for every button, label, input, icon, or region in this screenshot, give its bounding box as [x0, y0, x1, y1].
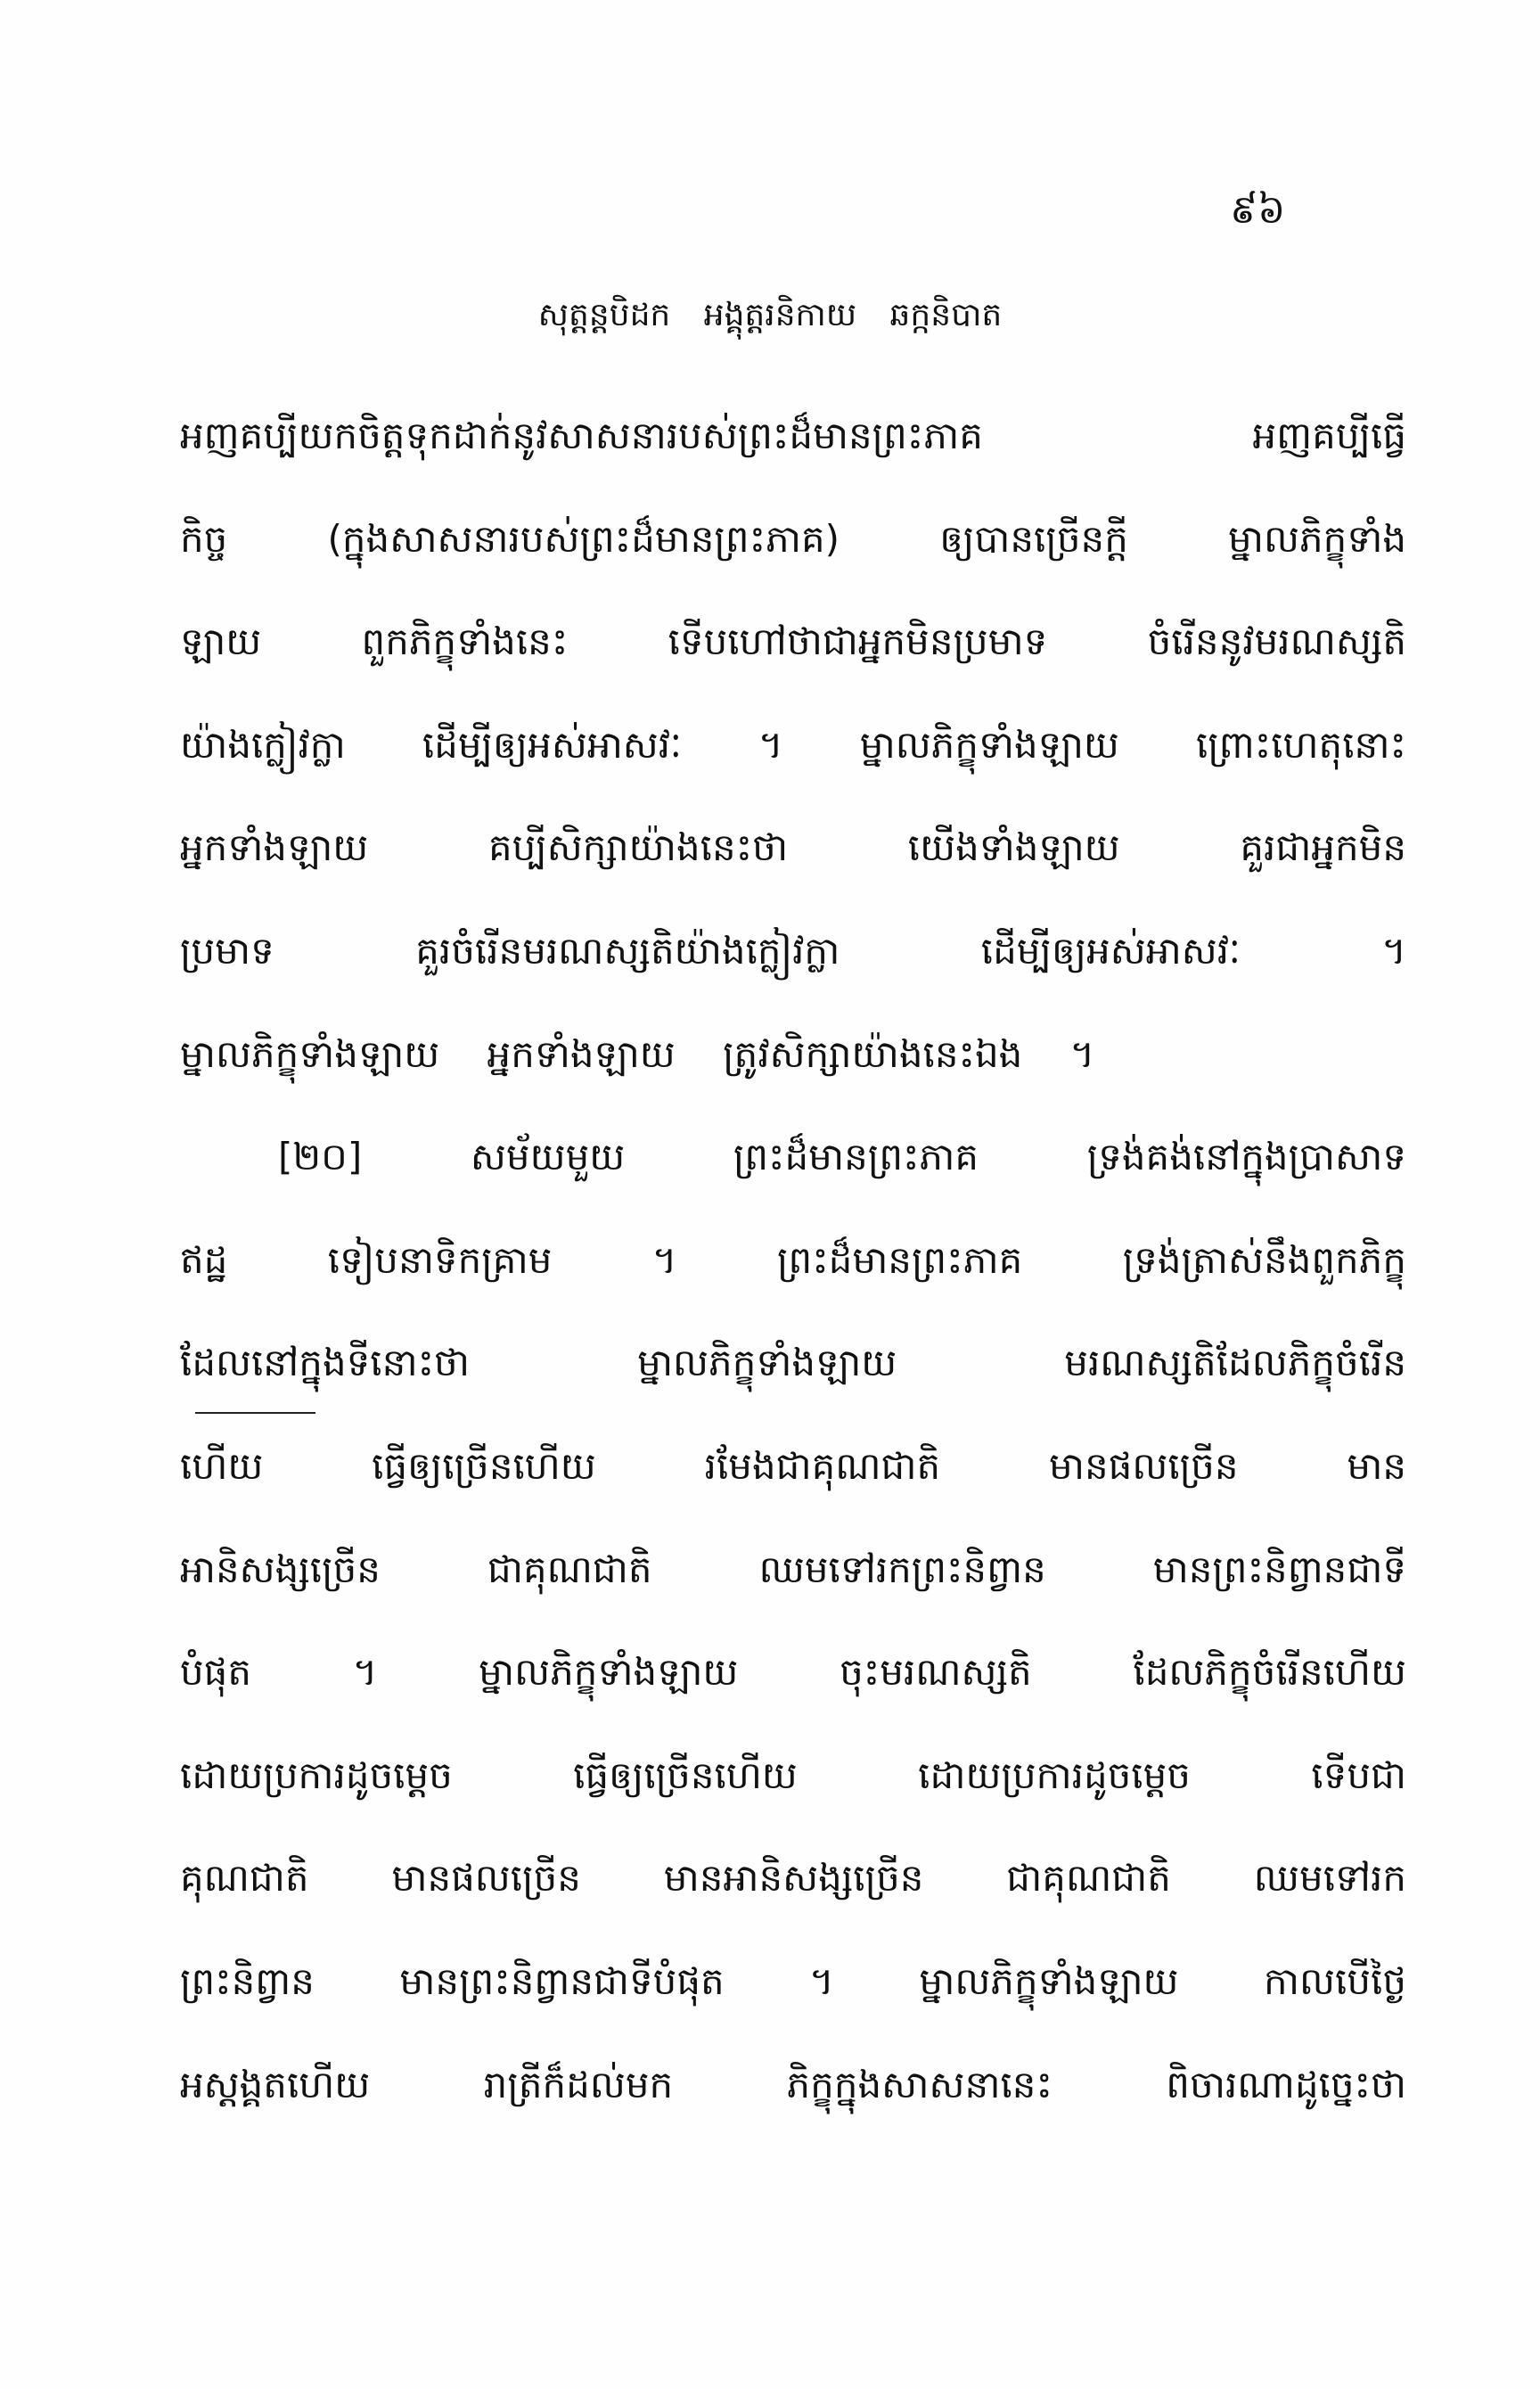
running-header: សុត្តន្តបិដក អង្គុត្តរនិកាយ ឆក្កនិបាត: [537, 297, 1003, 333]
paragraph: [180, 384, 1406, 1105]
text-line: ឡាយ ពួកភិក្ខុទាំងនេះ ទើបហៅថាជាអ្នកមិនប្រមាទ ចំរើននូវមរណស្សតិ: [180, 620, 1406, 664]
body-text: [180, 384, 1406, 2136]
text-line: ម្នាលភិក្ខុទាំងឡាយ អ្នកទាំងឡាយ ត្រូវសិក្សាយ៉ាងនេះឯង ។: [180, 1031, 1095, 1076]
text-line: ឥដ្ឋ ទៀបនាទិកគ្រាម ។ ព្រះដ៏មានព្រះភាគ ទ្រង់ត្រាស់នឹងពួកភិក្ខុ: [180, 1237, 1406, 1282]
text-line: គុណជាតិ មានផលច្រើន មានអានិសង្សច្រើន ជាគុណជាតិ ឈមទៅរក: [180, 1856, 1406, 1901]
text-line: ហើយ ធ្វើឲ្យច្រើនហើយ រមែងជាគុណជាតិ មានផលច្រើន មាន: [180, 1443, 1406, 1488]
text-line: អស្តង្គតហើយ រាត្រីក៏ដល់មក ភិក្ខុក្នុងសាសនានេះ ពិចារណាដូច្នេះថា: [180, 2062, 1406, 2106]
text-line: ដែលនៅក្នុងទីនោះថា ម្នាលភិក្ខុទាំងឡាយ មរណស្សតិដែលភិក្ខុចំរើន: [180, 1341, 1406, 1385]
text-line: អ្នកទាំងឡាយ គប្បីសិក្សាយ៉ាងនេះថា យើងទាំងឡាយ គួរជាអ្នកមិន: [180, 825, 1406, 870]
text-line: កិច្ច (ក្នុងសាសនារបស់ព្រះដ៏មានព្រះភាគ) ឲ្យបានច្រើនក្តី ម្នាលភិក្ខុទាំង: [180, 516, 1406, 561]
page-number: ៩៦: [1230, 187, 1286, 233]
text-line: បំផុត ។ ម្នាលភិក្ខុទាំងឡាយ ចុះមរណស្សតិ ដែលភិក្ខុចំរើនហើយ: [180, 1650, 1406, 1695]
paragraph: [180, 1105, 1406, 2136]
text-line: អញគប្បីយកចិត្តទុកដាក់នូវសាសនារបស់ព្រះដ៏មានព្រះភាគ អញគប្បីធ្វើ: [180, 414, 1406, 457]
text-line: អានិសង្សច្រើន ជាគុណជាតិ ឈមទៅរកព្រះនិព្វាន មានព្រះនិព្វានជាទី: [180, 1547, 1406, 1591]
text-line: ដោយប្រការដូចម្តេច ធ្វើឲ្យច្រើនហើយ ដោយប្រការដូចម្តេច ទើបជា: [180, 1753, 1406, 1797]
text-line: ព្រះនិព្វាន មានព្រះនិព្វានជាទីបំផុត ។ ម្នាលភិក្ខុទាំងឡាយ កាលបើថ្ងៃ: [180, 1958, 1406, 2003]
text-line: ប្រមាទ គួរចំរើនមរណស្សតិយ៉ាងក្លៀវក្លា ដើម្បីឲ្យអស់អាសវៈ ។: [180, 928, 1406, 973]
text-line: [២០] សម័យមួយ ព្រះដ៏មានព្រះភាគ ទ្រង់គង់នៅក្នុងប្រាសាទ: [278, 1135, 1406, 1179]
margin-rule: [195, 1412, 315, 1414]
text-line: យ៉ាងក្លៀវក្លា ដើម្បីឲ្យអស់អាសវៈ ។ ម្នាលភិក្ខុទាំងឡាយ ព្រោះហេតុនោះ: [180, 722, 1406, 767]
